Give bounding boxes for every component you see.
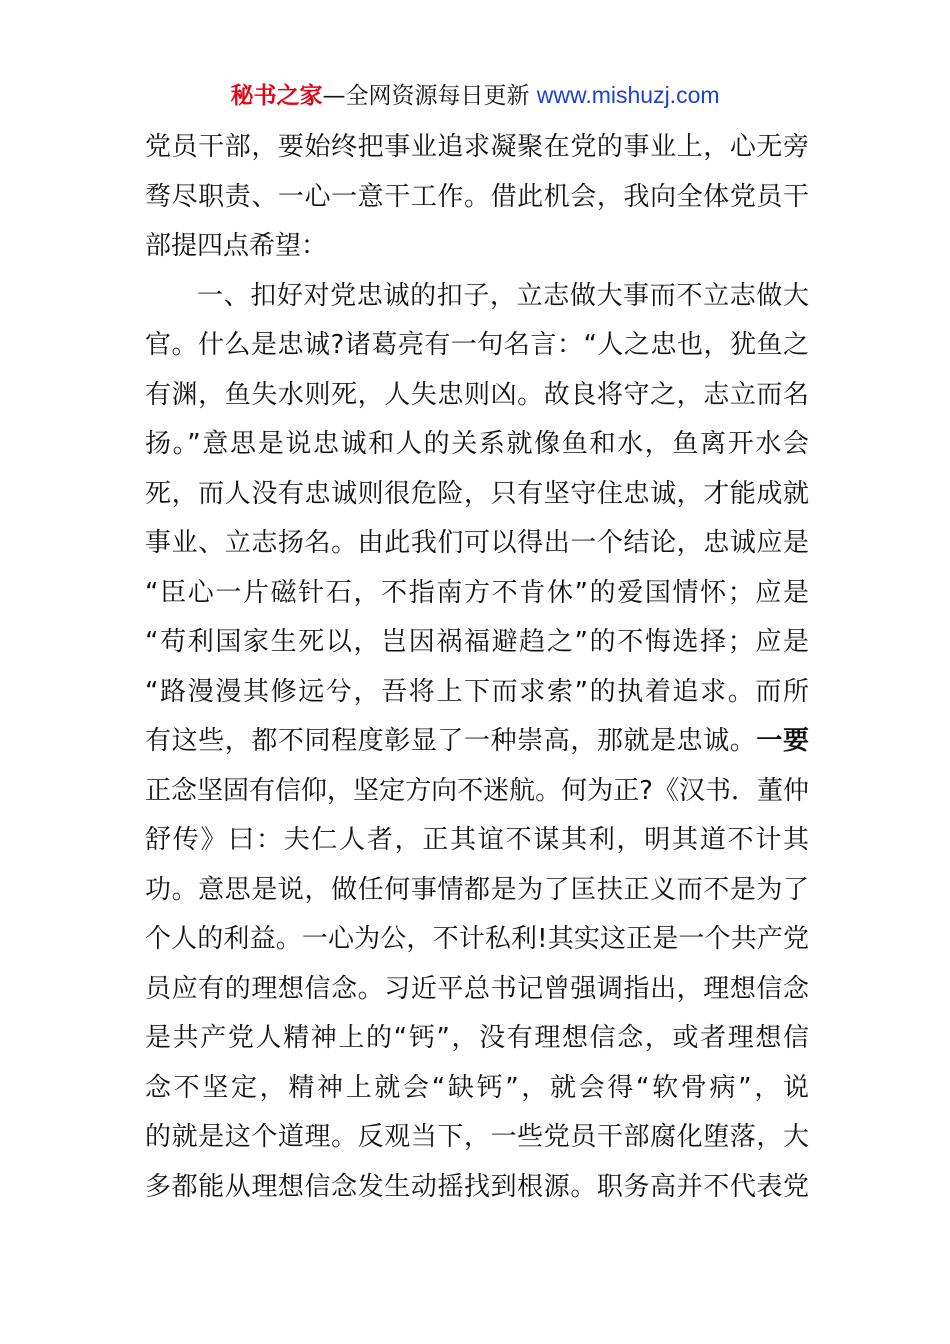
section-heading-line: 一、扣好对党忠诚的扣子，立志做大事而不立志做大 [197, 280, 809, 311]
text-line: “苟利国家生死以，岂因祸福避趋之”的不悔选择；应是 [145, 627, 809, 657]
text-line: 事业、立志扬名。由此我们可以得出一个结论，忠诚应是 [145, 528, 809, 558]
site-header [0, 80, 950, 111]
text-line: 扬。”意思是说忠诚和人的关系就像鱼和水，鱼离开水会 [145, 429, 809, 459]
text-line: 念不坚定，精神上就会“缺钙”，就会得“软骨病”，说 [145, 1072, 809, 1103]
text-line: 党员干部，要始终把事业追求凝聚在党的事业上，心无旁 [145, 132, 809, 162]
site-brand: 秘书之家 [230, 83, 323, 109]
site-url[interactable]: www.mishuzj.com [536, 82, 720, 108]
site-tagline: —全网资源每日更新 [322, 83, 530, 109]
bold-phrase: 一要 [756, 726, 809, 756]
text-line: 有渊，鱼失水则死，人失忠则凶。故良将守之，志立而名 [145, 379, 809, 410]
text-line: 员应有的理想信念。习近平总书记曾强调指出，理想信念 [145, 973, 809, 1004]
text-line: 是共产党人精神上的“钙”，没有理想信念，或者理想信 [145, 1023, 809, 1053]
text-line: 部提四点希望： [145, 231, 328, 261]
text-line: 死，而人没有忠诚则很危险，只有坚守住忠诚，才能成就 [145, 478, 809, 509]
text-line: 舒传》曰：夫仁人者，正其谊不谋其利，明其道不计其 [145, 825, 809, 855]
text-line: “路漫漫其修远兮，吾将上下而求索”的执着追求。而所 [145, 676, 809, 707]
text-segment: 有这些，都不同程度彰显了一种崇高，那就是忠诚。 [145, 726, 757, 756]
text-line: 官。什么是忠诚?诸葛亮有一句名言：“人之忠也，犹鱼之 [145, 330, 809, 360]
text-line: 的就是这个道理。反观当下，一些党员干部腐化堕落，大 [145, 1122, 809, 1152]
text-line: “臣心一片磁针石，不指南方不肯休”的爱国情怀；应是 [145, 577, 809, 608]
text-line: 骛尽职责、一心一意干工作。借此机会，我向全体党员干 [145, 181, 809, 212]
text-line-with-bold [145, 717, 809, 767]
text-line: 功。意思是说，做任何事情都是为了匡扶正义而不是为了 [145, 874, 809, 905]
text-line: 多都能从理想信念发生动摇找到根源。职务高并不代表党 [145, 1171, 809, 1202]
document-body [145, 123, 809, 1212]
text-line: 个人的利益。一心为公，不计私利!其实这正是一个共产党 [145, 924, 809, 954]
text-line: 正念坚固有信仰，坚定方向不迷航。何为正?《汉书．董仲 [145, 775, 809, 806]
